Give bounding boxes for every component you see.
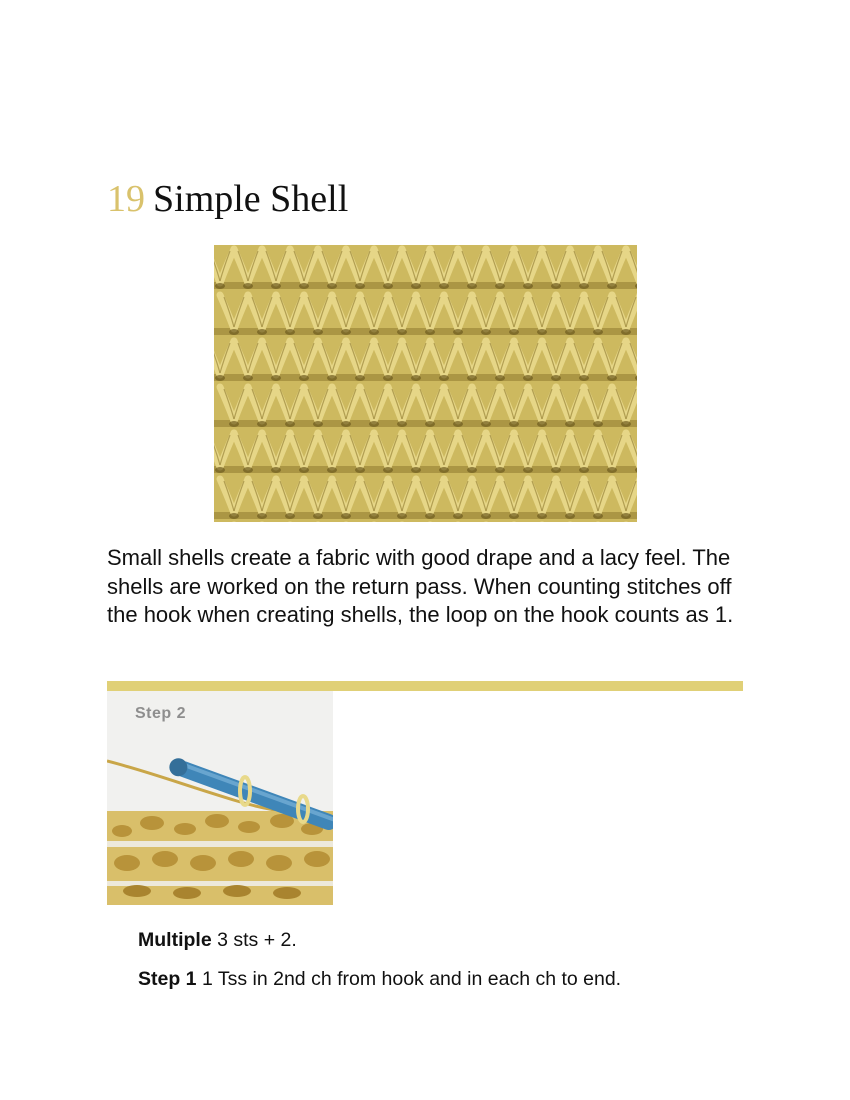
page-title [107, 176, 348, 222]
step-photo [107, 691, 333, 905]
crochet-swatch-icon [214, 245, 637, 522]
pattern-number: 19 [107, 178, 145, 220]
step-photo-label: Step 2 [135, 705, 187, 722]
section-divider [107, 681, 743, 691]
instruction-step-1 [138, 968, 621, 991]
instruction-text: 1 Tss in 2nd ch from hook and in each ch to end. [196, 968, 622, 990]
swatch-photo [214, 245, 637, 522]
pattern-name: Simple Shell [153, 178, 349, 220]
instruction-multiple [138, 929, 297, 952]
intro-paragraph: Small shells create a fabric with good drape and a lacy feel. The shells are worked on the return pass. When counting stitches off the hook when creating shells, the loop on the hook counts as 1. [107, 545, 734, 627]
instruction-text: 3 sts + 2. [211, 929, 297, 951]
instruction-label: Step 1 [138, 968, 197, 990]
crochet-hook-icon [107, 691, 333, 905]
instruction-label: Multiple [138, 929, 212, 951]
